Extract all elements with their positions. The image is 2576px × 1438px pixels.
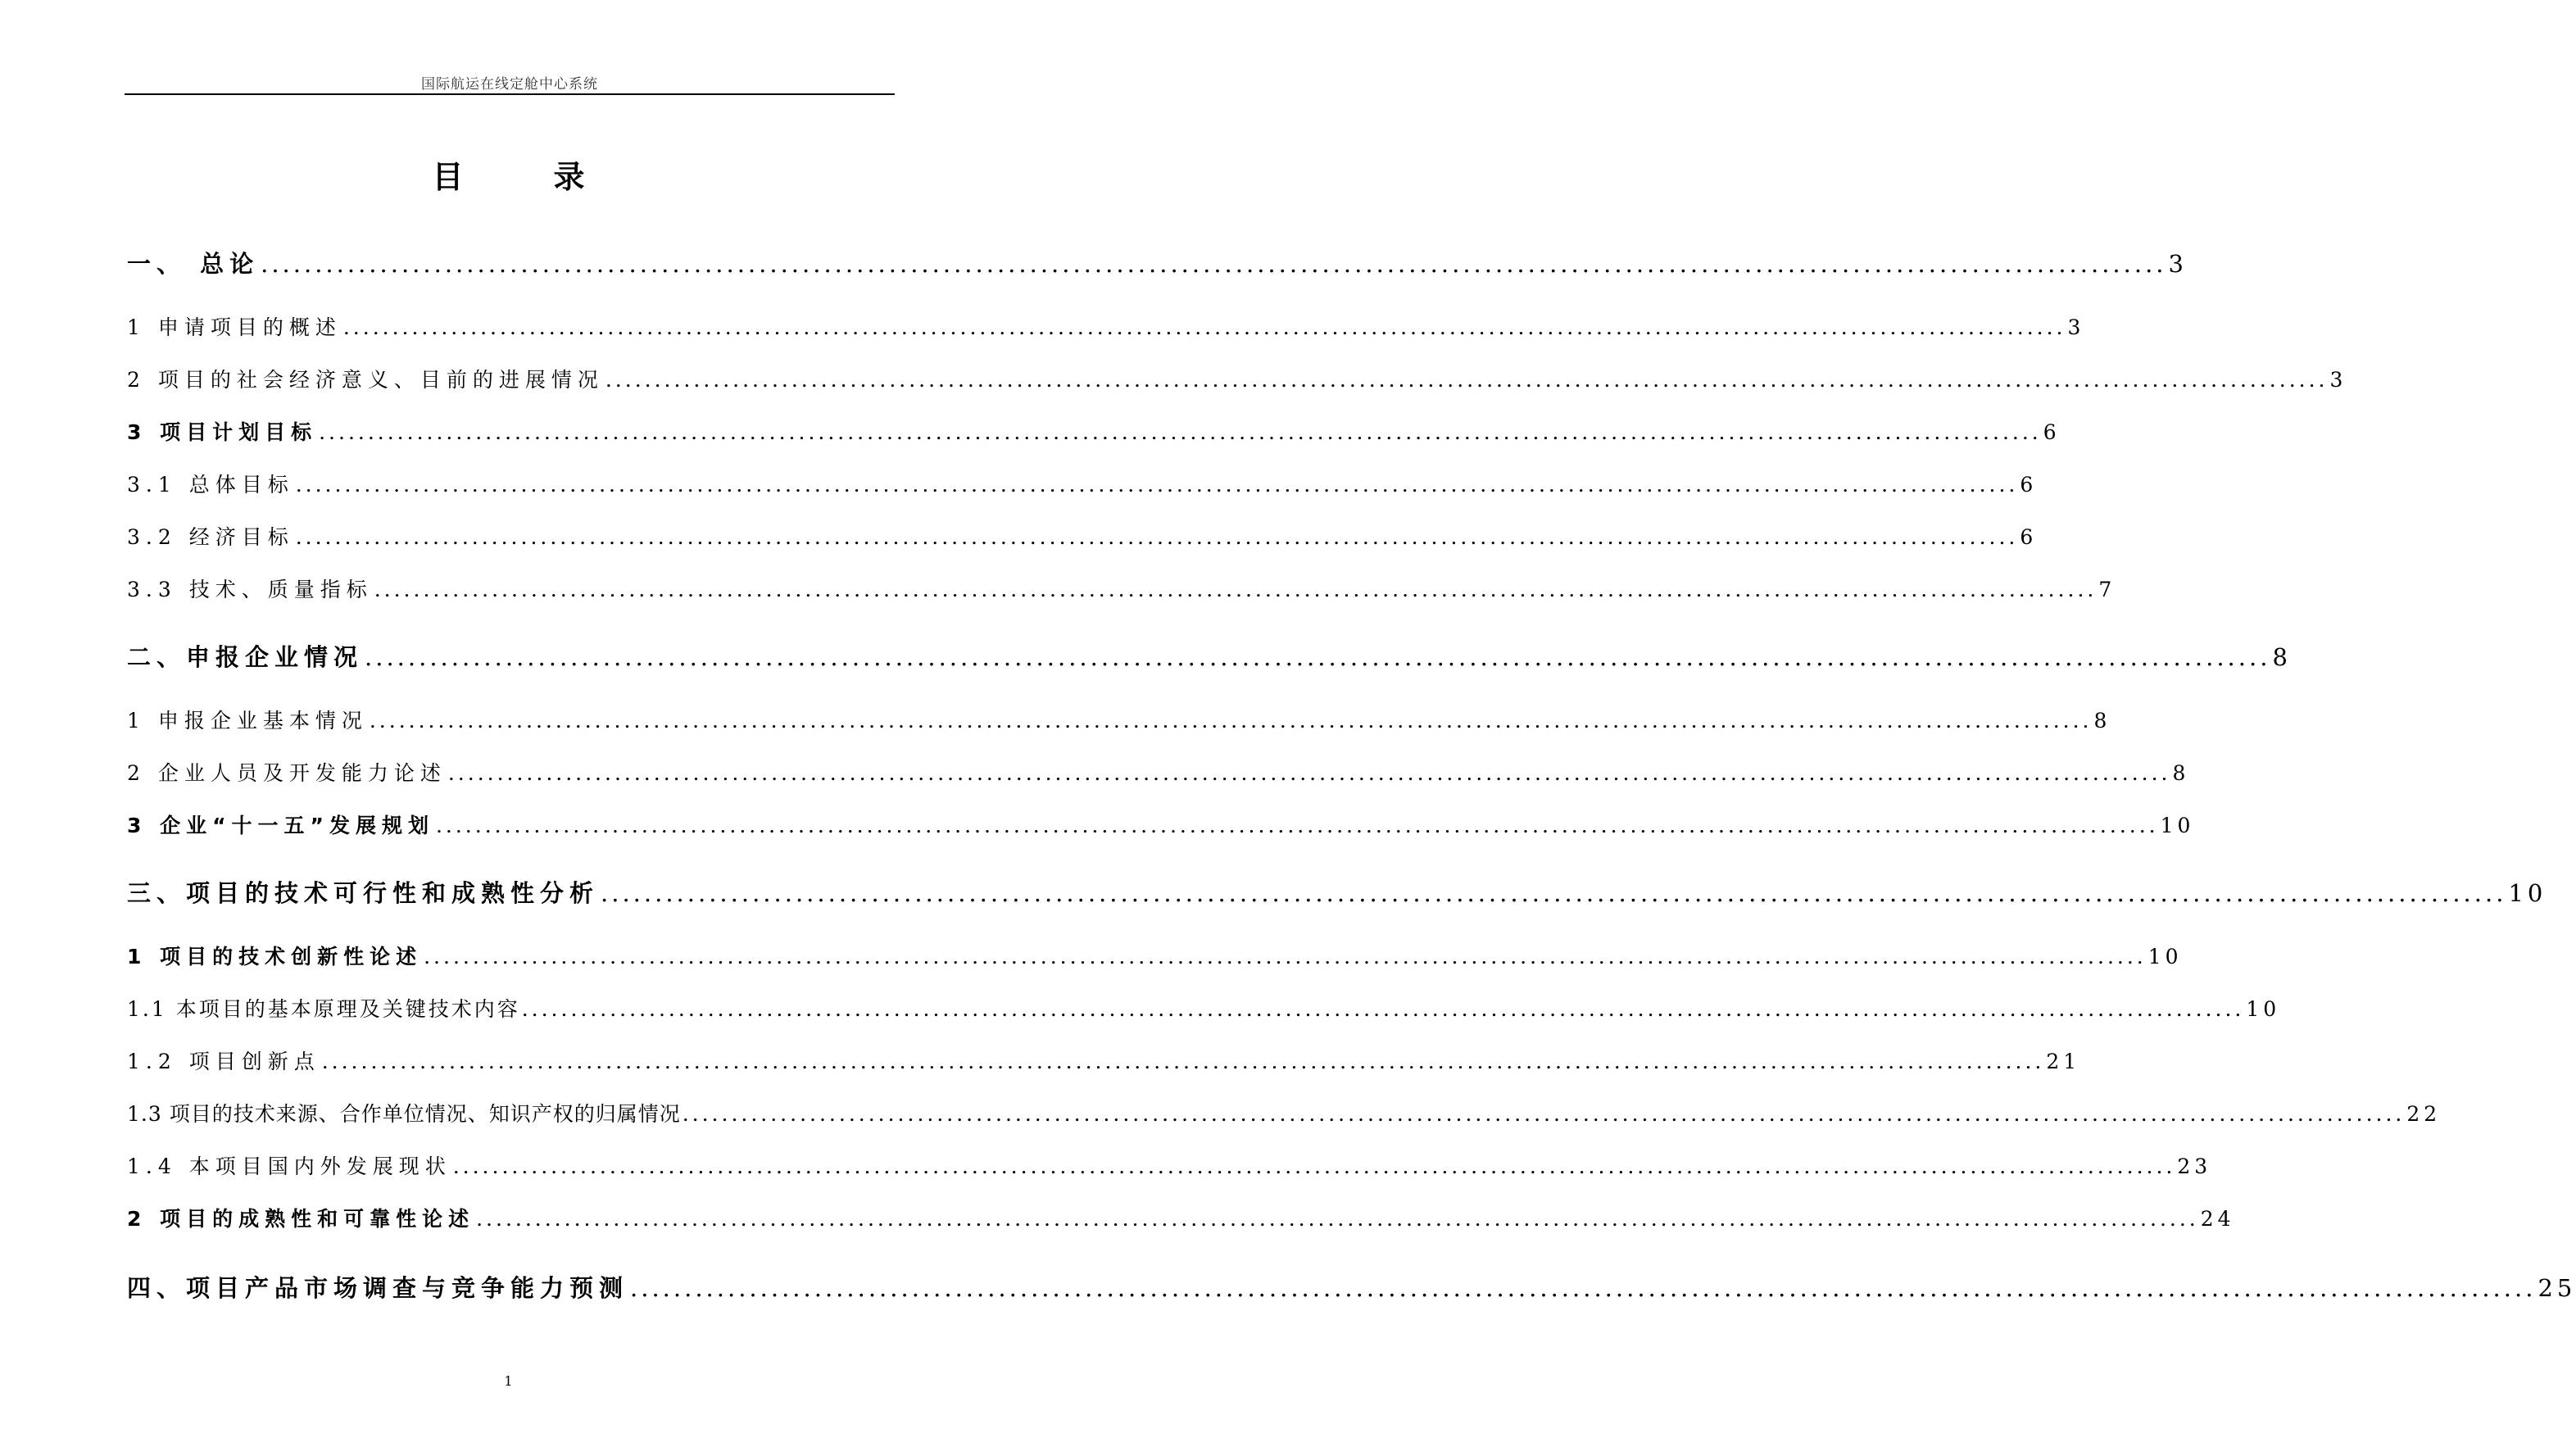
toc-entry[interactable] [127, 875, 2547, 909]
toc-entry-label: 1 申报企业基本情况 [127, 709, 368, 733]
toc-entry-page: 8 [2093, 709, 2111, 733]
toc-entry-label: 二、申报企业情况 [127, 643, 364, 671]
toc-entry-label: 2 项目的成熟性和可靠性论述 [127, 1207, 475, 1231]
toc-entry-page: 3 [2067, 315, 2085, 339]
toc-leader [320, 1050, 2047, 1073]
toc-entry-label: 2 项目的社会经济意义、目前的进展情况 [127, 368, 604, 392]
toc-entry-label: 1 申请项目的概述 [127, 315, 342, 339]
toc-leader [422, 945, 2148, 968]
toc-leader [599, 879, 2508, 907]
toc-entry[interactable] [127, 1150, 2212, 1180]
toc-leader [520, 997, 2247, 1021]
header-rule [125, 93, 895, 95]
toc-entry-label: 3.2 经济目标 [127, 525, 294, 549]
toc-entry[interactable] [127, 705, 2111, 734]
toc-entry-label: 1.4 本项目国内外发展现状 [127, 1154, 451, 1178]
toc-entry-page: 21 [2046, 1050, 2081, 1073]
toc-entry-page: 10 [2160, 814, 2195, 837]
toc-entry-label: 四、项目产品市场调查与竞争能力预测 [127, 1274, 629, 1302]
toc-entry[interactable] [127, 469, 2038, 498]
toc-entry[interactable] [127, 810, 2195, 839]
toc-entry-page: 3 [2329, 368, 2347, 392]
toc-entry-page: 6 [2043, 420, 2061, 444]
toc-entry-label: 3 企业“十一五”发展规划 [127, 814, 434, 837]
toc-title-char-2: 录 [553, 159, 585, 195]
toc-title-char-1: 目 [432, 159, 464, 195]
toc-leader [604, 368, 2330, 392]
toc-entry[interactable] [127, 757, 2190, 787]
toc-entry-label: 3 项目计划目标 [127, 420, 318, 444]
toc-leader [294, 473, 2020, 497]
toc-entry[interactable] [127, 1046, 2081, 1075]
toc-entry[interactable] [127, 416, 2061, 446]
toc-leader [363, 643, 2272, 671]
toc-entry-page: 25 [2537, 1274, 2576, 1302]
running-header: 国际航运在线定舱中心系统 [421, 76, 598, 93]
toc-entry-page: 10 [2508, 879, 2547, 907]
toc-leader [259, 250, 2168, 278]
toc-entry[interactable] [127, 941, 2183, 970]
toc-entry[interactable] [127, 246, 2188, 279]
toc-leader [474, 1207, 2201, 1231]
toc-entry-page: 10 [2147, 945, 2183, 968]
toc-leader [451, 1154, 2178, 1178]
toc-entry-label: 三、项目的技术可行性和成熟性分析 [127, 879, 600, 907]
toc-entry[interactable] [127, 574, 2116, 603]
toc-entry-label: 1.1 本项目的基本原理及关键技术内容 [127, 997, 520, 1021]
toc-entry[interactable] [127, 521, 2038, 551]
toc-entry[interactable] [127, 993, 2281, 1023]
toc-entry-label: 1.2 项目创新点 [127, 1050, 320, 1073]
toc-entry-page: 8 [2272, 643, 2292, 671]
toc-entry-page: 10 [2246, 997, 2281, 1021]
toc-entry-page: 3 [2168, 250, 2188, 278]
toc-entry-page: 8 [2172, 761, 2190, 785]
toc-entry[interactable] [127, 311, 2085, 341]
toc-entry-page: 7 [2098, 578, 2116, 601]
toc-leader [342, 315, 2068, 339]
toc-leader [681, 1102, 2407, 1126]
toc-leader [434, 814, 2161, 837]
toc-entry-label: 一、 总论 [127, 250, 260, 278]
toc-entry[interactable] [127, 639, 2292, 673]
page-number: 1 [504, 1373, 513, 1389]
toc-entry-page: 6 [2020, 473, 2038, 497]
toc-entry-page: 6 [2020, 525, 2038, 549]
toc-entry-page: 22 [2406, 1102, 2442, 1126]
toc-leader [368, 709, 2094, 733]
toc-entry-label: 2 企业人员及开发能力论述 [127, 761, 447, 785]
toc-entry[interactable] [127, 1098, 2442, 1127]
toc-entry-page: 24 [2200, 1207, 2235, 1231]
toc-entry[interactable] [127, 1203, 2235, 1232]
toc-entry-label: 3.1 总体目标 [127, 473, 294, 497]
toc-entry-label: 3.3 技术、质量指标 [127, 578, 373, 601]
toc-leader [447, 761, 2173, 785]
toc-leader [317, 420, 2043, 444]
toc-leader [294, 525, 2020, 549]
toc-entry-label: 1 项目的技术创新性论述 [127, 945, 423, 968]
toc-title [0, 152, 1017, 197]
toc-entry-page: 23 [2177, 1154, 2212, 1178]
toc-leader [628, 1274, 2537, 1302]
toc-entry[interactable] [127, 1270, 2576, 1304]
toc-entry[interactable] [127, 364, 2347, 393]
toc-entry-label: 1.3 项目的技术来源、合作单位情况、知识产权的归属情况 [127, 1102, 681, 1126]
toc-leader [373, 578, 2099, 601]
